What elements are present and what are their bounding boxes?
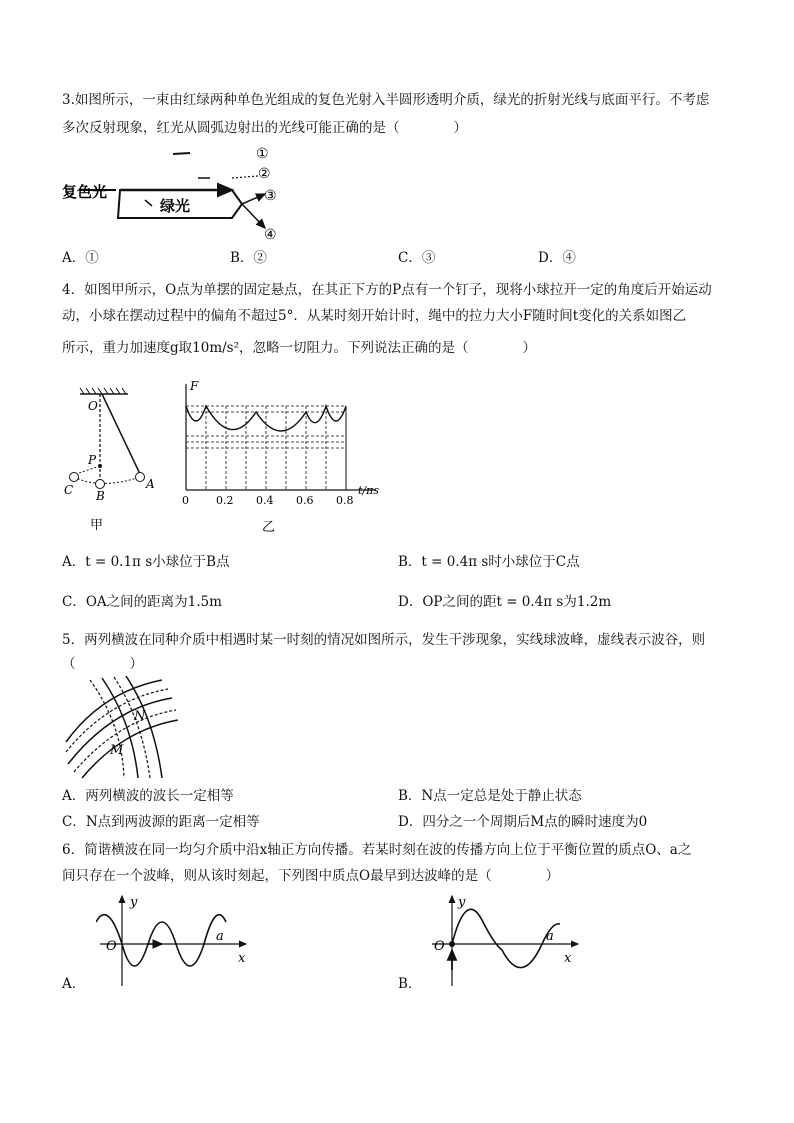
- q5-stem-line1: 5．两列横波在同种介质中相遇时某一时刻的情况如图所示，发生干涉现象，实线球波峰，虚线表示波谷，则: [62, 632, 706, 648]
- ray-2: [232, 176, 258, 178]
- ball-b: [96, 480, 105, 489]
- q3-option-b: B．②: [230, 250, 267, 266]
- q6-graph-a: [96, 890, 256, 990]
- q4-option-d: D．OP之间的距t = 0.4π s为1.2m: [398, 594, 612, 610]
- ball-a: [136, 473, 145, 482]
- q3-figure: [60, 140, 300, 250]
- axis-label-f: F: [190, 379, 199, 393]
- q4-option-a: A．t = 0.1π s小球位于B点: [62, 554, 230, 570]
- graph-b-origin: O: [434, 939, 445, 954]
- axis-label-t: t/πs: [358, 484, 380, 497]
- q6-option-a: A．: [62, 976, 86, 992]
- tick-0-8: 0.8: [336, 494, 354, 507]
- label-composite: 复色光: [62, 183, 108, 201]
- q4-stem-line2: 动，小球在摆动过程中的偏角不超过5°．从某时刻开始计时，绳中的拉力大小F随时间t变化的关系如图乙: [62, 308, 687, 324]
- q5-option-d: D．四分之一个周期后M点的瞬时速度为0: [398, 814, 648, 830]
- q4-stem-line1: 4．如图甲所示，O点为单摆的固定悬点，在其正下方的P点有一个钉子，现将小球拉开一定的角度后开始运动: [62, 282, 712, 298]
- label-ray-1: ①: [256, 146, 269, 162]
- q3-option-a: A．①: [62, 250, 99, 266]
- q5-figure: [62, 672, 182, 782]
- q5-stem-line2: （ ）: [62, 656, 143, 672]
- label-a: A: [146, 477, 155, 491]
- q6-stem-line1: 6．简谐横波在同一均匀介质中沿x轴正方向传播。若某时刻在波的传播方向上位于平衡位置的质点O、a之: [62, 842, 692, 858]
- label-c: C: [64, 483, 74, 497]
- nail-point: [98, 464, 102, 468]
- q5-option-a: A．两列横波的波长一定相等: [62, 788, 234, 804]
- label-n: N: [134, 709, 146, 724]
- label-b: B: [96, 489, 105, 503]
- q3-stem-line2: 多次反射现象，红光从圆弧边射出的光线可能正确的是（ ）: [62, 120, 467, 136]
- q4-figure-yi: [176, 376, 396, 536]
- tick-0: 0: [182, 494, 189, 507]
- tick-0-6: 0.6: [296, 494, 314, 507]
- pendulum-string: [102, 394, 140, 474]
- tick-0-2: 0.2: [216, 494, 234, 507]
- q6-graph-b: [428, 890, 588, 990]
- caption-jia: 甲: [90, 518, 104, 532]
- q5-option-b: B．N点一定总是处于静止状态: [398, 788, 582, 804]
- q3-stem-line1: 3.如图所示，一束由红绿两种单色光组成的复色光射入半圆形透明介质，绿光的折射光线与底面平行。不考虑: [62, 92, 710, 108]
- q6-stem-line2: 间只存在一个波峰，则从该时刻起，下列图中质点O最早到达波峰的是（ ）: [62, 868, 560, 884]
- label-ray-2: ②: [258, 166, 271, 182]
- label-p: P: [88, 453, 97, 467]
- label-m: M: [110, 743, 124, 758]
- q4-option-b: B．t = 0.4π s时小球位于C点: [398, 554, 580, 570]
- q3-option-c: C．③: [398, 250, 436, 266]
- ray-3: [242, 194, 265, 204]
- tick-0-4: 0.4: [256, 494, 274, 507]
- ball-c: [70, 473, 79, 482]
- label-o: O: [88, 399, 98, 413]
- q3-option-d: D．④: [538, 250, 576, 266]
- label-green: 绿光: [160, 197, 191, 215]
- q5-option-c: C．N点到两波源的距离一定相等: [62, 814, 260, 830]
- graph-a-y-label: y: [130, 895, 138, 910]
- graph-b-point-a: a: [546, 929, 554, 944]
- graph-b-x-label: x: [564, 951, 572, 966]
- ray-4: [242, 204, 265, 228]
- graph-a-origin: O: [106, 939, 117, 954]
- graph-b-y-label: y: [458, 895, 466, 910]
- q4-stem-line3: 所示，重力加速度g取10m/s²，忽略一切阻力。下列说法正确的是（ ）: [62, 340, 537, 356]
- q4-figure-jia: [58, 382, 168, 532]
- label-ray-4: ④: [264, 227, 277, 243]
- q6-option-b: B．: [398, 976, 422, 992]
- q4-option-c: C．OA之间的距离为1.5m: [62, 594, 222, 610]
- caption-yi: 乙: [262, 520, 276, 535]
- wave-b: [452, 909, 560, 967]
- graph-a-x-label: x: [238, 951, 246, 966]
- label-ray-3: ③: [264, 188, 277, 204]
- graph-a-point-a: a: [216, 929, 224, 944]
